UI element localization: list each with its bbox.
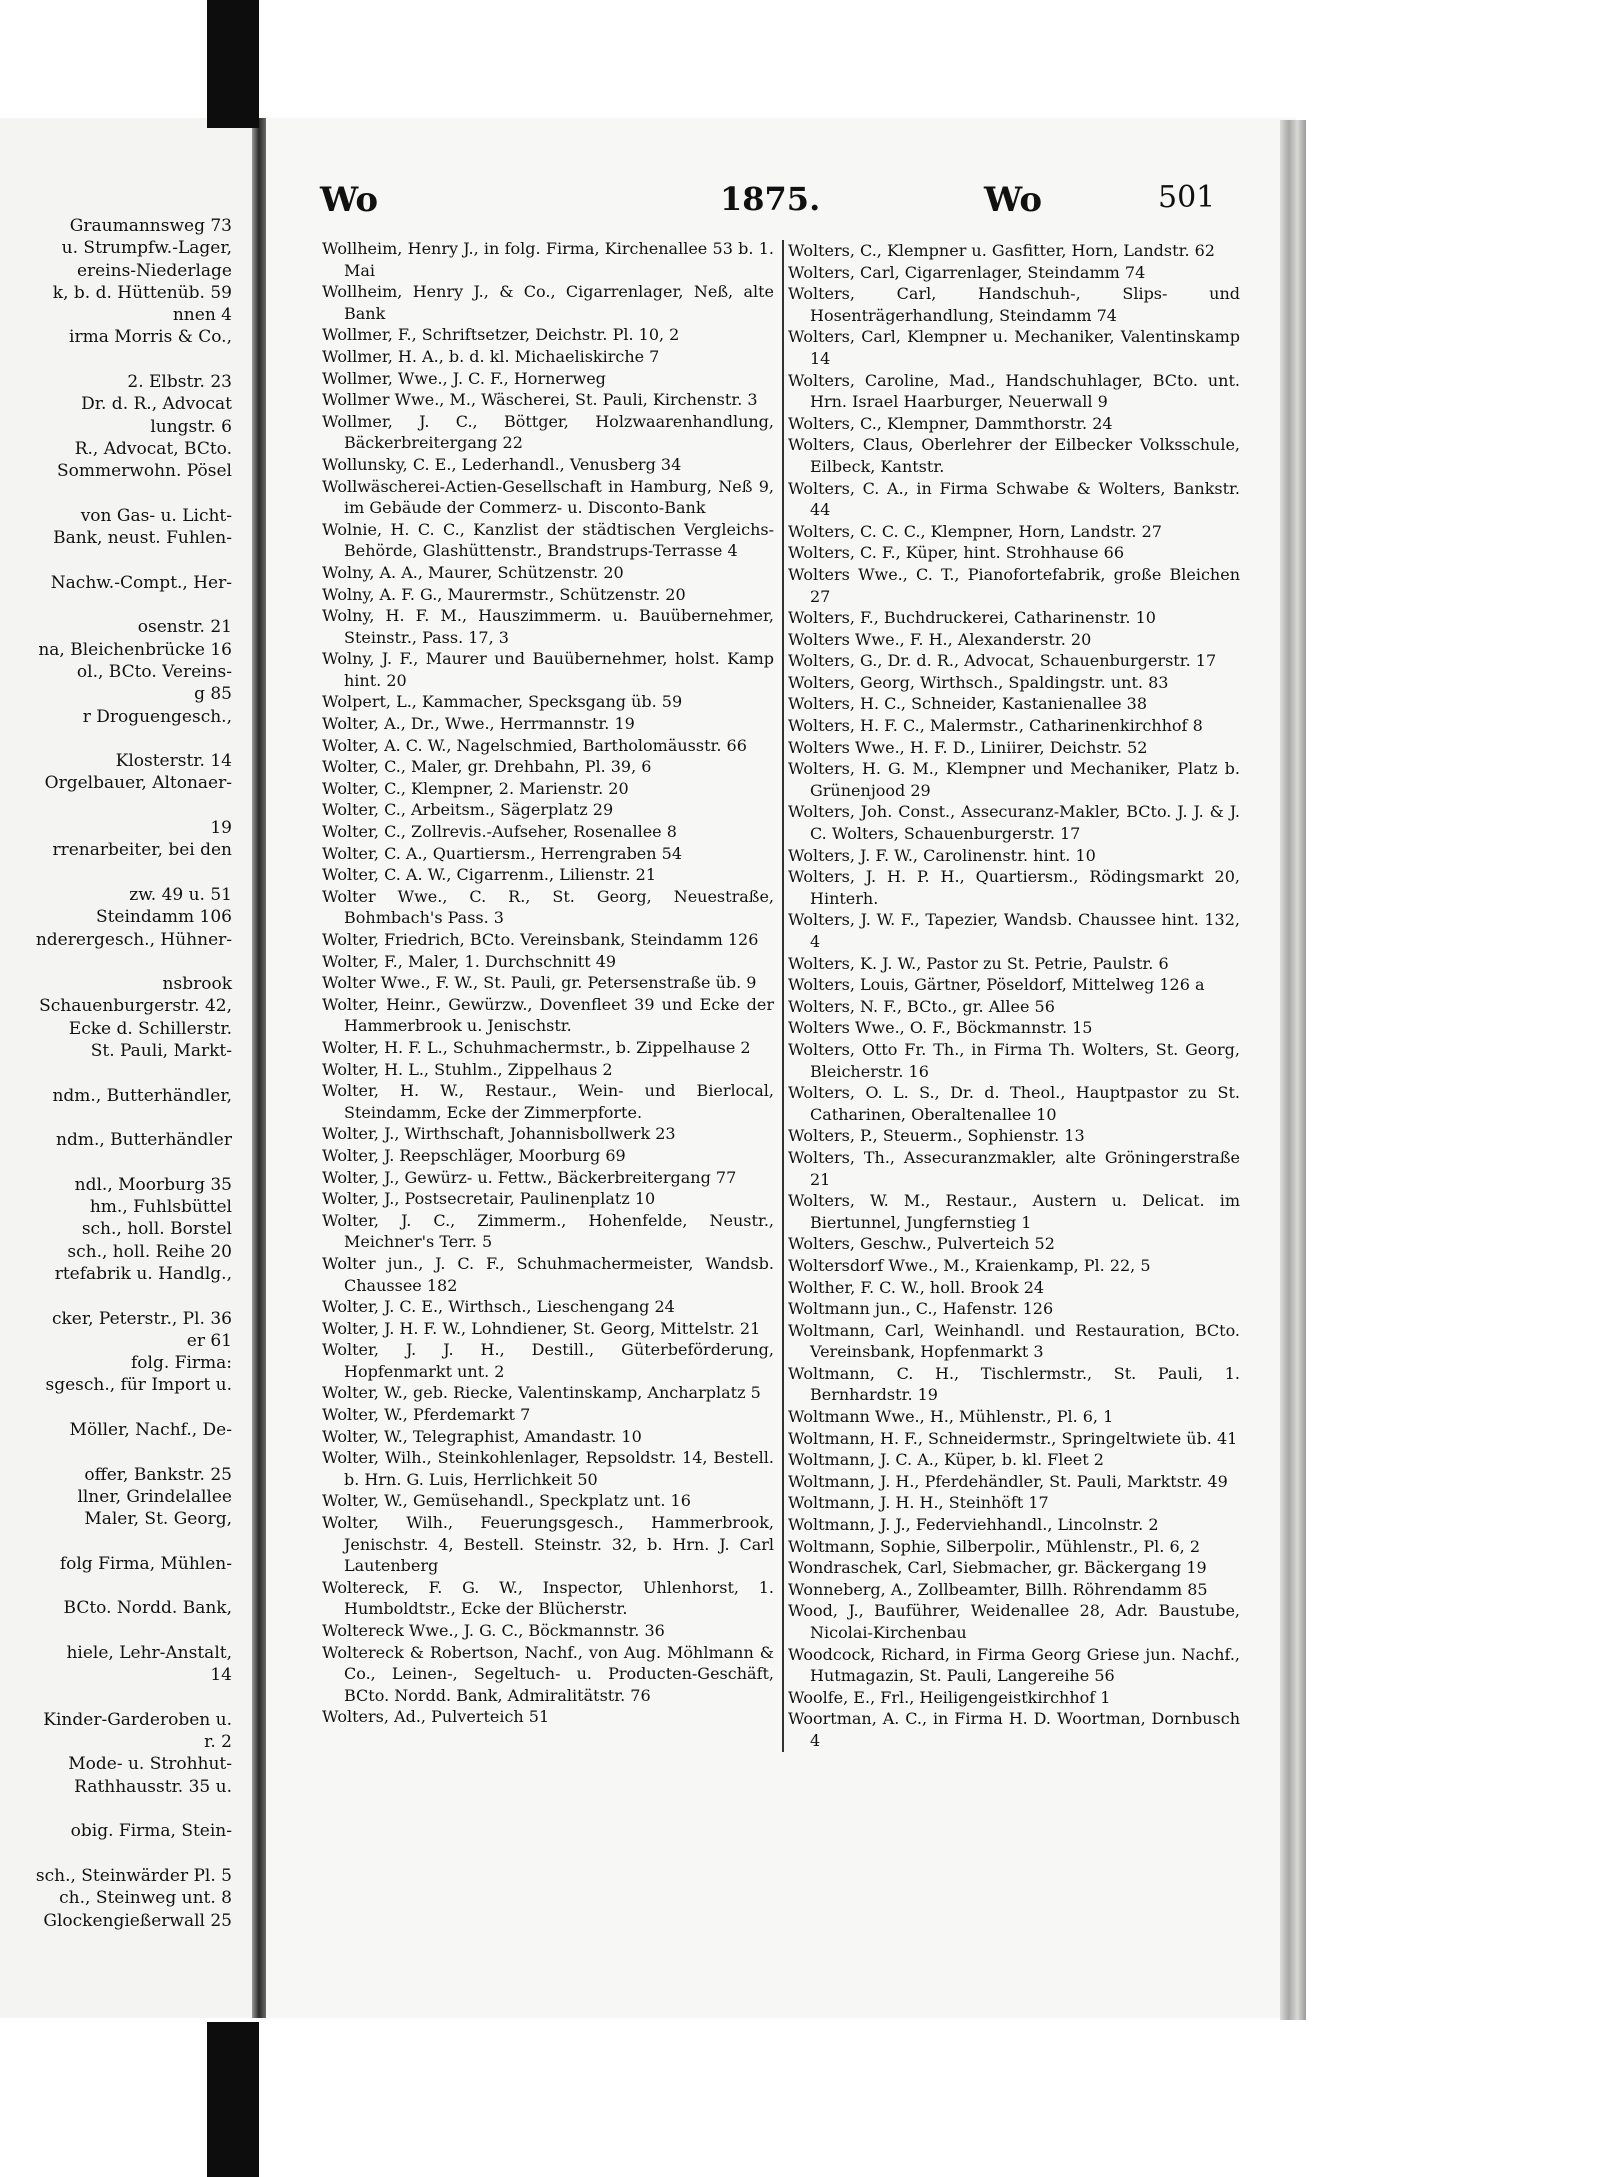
directory-entry: Wolters, Carl, Handschuh-, Slips- und Hosenträgerhandlung, Steindamm 74: [788, 284, 1240, 325]
left-fragment-line: nderergesch., Hühner-: [35, 929, 232, 950]
directory-entry: Wolter, J. C., Zimmerm., Hohenfelde, Neustr., Meichner's Terr. 5: [322, 1210, 774, 1252]
left-fragment-line: k, b. d. Hüttenüb. 59: [52, 282, 232, 303]
directory-entry: Woltereck Wwe., J. G. C., Böckmannstr. 36: [322, 1621, 665, 1640]
directory-entry: Wolter, Wilh., Steinkohlenlager, Repsoldstr. 14, Bestell. b. Hrn. G. Luis, Herrlichkeit 50: [322, 1448, 774, 1489]
left-fragment-line: Graumannsweg 73: [69, 216, 232, 236]
directory-entry: Wolter, C., Klempner, 2. Marienstr. 20: [322, 778, 629, 798]
directory-entry: Wollmer Wwe., M., Wäscherei, St. Pauli, Kirchenstr. 3: [322, 390, 758, 410]
left-fragment-line: Orgelbauer, Altonaer-: [44, 773, 232, 794]
left-fragment-line: sch., holl. Reihe 20: [67, 1241, 232, 1262]
directory-entry: Woltmann, Sophie, Silberpolir., Mühlenstr., Pl. 6, 2: [788, 1536, 1200, 1556]
directory-entry: Wolters, Th., Assecuranzmakler, alte Gröningerstraße 21: [788, 1147, 1240, 1189]
directory-entry: Wolters Wwe., F. H., Alexanderstr. 20: [788, 629, 1092, 649]
left-fragment-line: na, Bleichenbrücke 16: [38, 639, 232, 660]
left-fragment-line: 14: [210, 1665, 232, 1686]
left-fragment-line: folg. Firma:: [131, 1353, 232, 1374]
directory-entry: Wolter, J. Reepschläger, Moorburg 69: [322, 1145, 626, 1165]
left-fragment-line: Maler, St. Georg,: [84, 1509, 232, 1530]
left-fragment-line: Kinder-Garderoben u.: [43, 1709, 232, 1730]
left-fragment-line: [0, 951, 232, 973]
left-fragment-line: folg Firma, Mühlen-: [59, 1553, 232, 1574]
directory-entry: Wolpert, L., Kammacher, Specksgang üb. 59: [322, 692, 683, 712]
directory-entry: Wollwäscherei-Actien-Gesellschaft in Hamburg, Neß 9, im Gebäude der Commerz- u. Disconto-Bank: [322, 476, 774, 518]
directory-entry: Wolter, H. L., Stuhlm., Zippelhaus 2: [322, 1059, 613, 1079]
directory-entry: Wolter, C., Maler, gr. Drehbahn, Pl. 39, 6: [322, 757, 652, 777]
left-fragment-line: ch., Steinweg unt. 8: [59, 1888, 232, 1909]
left-fragment-line: [0, 549, 232, 571]
directory-entry: Wolters Wwe., H. F. D., Liniirer, Deichstr. 52: [788, 737, 1148, 757]
directory-entry: Wolter, H. F. L., Schuhmachermstr., b. Zippelhause 2: [322, 1037, 751, 1057]
directory-entry: Wolter Wwe., F. W., St. Pauli, gr. Petersenstraße üb. 9: [322, 973, 757, 993]
left-fragment-line: [0, 1441, 232, 1463]
directory-entry: Wolters, C., Klempner u. Gasfitter, Horn, Landstr. 62: [788, 241, 1215, 260]
left-fragment-line: [0, 728, 232, 750]
left-fragment-line: hm., Fuhlsbüttel: [89, 1197, 232, 1218]
left-fragment-line: irma Morris & Co.,: [69, 327, 232, 348]
directory-entry: Wollmer, H. A., b. d. kl. Michaeliskirche 7: [322, 346, 660, 366]
left-fragment-line: Schauenburgerstr. 42,: [39, 996, 232, 1017]
left-fragment-line: Mode- u. Strohhut-: [68, 1754, 232, 1775]
left-fragment-line: osenstr. 21: [137, 617, 232, 638]
left-fragment-line: [0, 1062, 232, 1084]
directory-entry: Wollmer, F., Schriftsetzer, Deichstr. Pl. 10, 2: [322, 325, 680, 345]
directory-entry: Woltmann, C. H., Tischlermstr., St. Pauli, 1. Bernhardstr. 19: [788, 1363, 1240, 1405]
directory-entry: Wolter, J., Wirthschaft, Johannisbollwerk 23: [322, 1124, 676, 1144]
year-heading: 1875.: [720, 180, 821, 218]
left-fragment-line: Sommerwohn. Pösel: [56, 461, 232, 482]
left-fragment-line: 2. Elbstr. 23: [127, 372, 232, 393]
directory-entry: Wolters, Otto Fr. Th., in Firma Th. Wolters, St. Georg, Bleicherstr. 16: [788, 1039, 1240, 1081]
directory-entry: Wolter, A., Dr., Wwe., Herrmannstr. 19: [322, 714, 635, 734]
directory-entry: Wonneberg, A., Zollbeamter, Billh. Röhrendamm 85: [788, 1579, 1208, 1599]
left-fragment-line: [0, 1687, 232, 1709]
left-fragment-line: [0, 1397, 232, 1419]
directory-entry: Wolters, J. W. F., Tapezier, Wandsb. Chaussee hint. 132, 4: [788, 910, 1240, 951]
directory-entry: Wondraschek, Carl, Siebmacher, gr. Bäckergang 19: [788, 1558, 1207, 1578]
directory-entry: Wolters, C., Klempner, Dammthorstr. 24: [788, 413, 1113, 433]
directory-entry: Wolnie, H. C. C., Kanzlist der städtischen Vergleichs-Behörde, Glashüttenstr., Brandstrups-Terrasse 4: [322, 519, 774, 561]
directory-entry: Wolters, C. C. C., Klempner, Horn, Landstr. 27: [788, 521, 1162, 541]
left-fragment-line: Nachw.-Compt., Her-: [50, 572, 232, 593]
directory-entry: Wolny, A. F. G., Maurermstr., Schützenstr. 20: [322, 584, 686, 604]
directory-entry: Wolters, P., Steuerm., Sophienstr. 13: [788, 1126, 1085, 1146]
left-fragment-line: [0, 349, 232, 371]
directory-entry: Wolter, Wilh., Feuerungsgesch., Hammerbrook, Jenischstr. 4, Bestell. Steinstr. 32, b. Hrn. J. Carl Lautenberg: [322, 1513, 774, 1576]
directory-entry: Wolters, H. G. M., Klempner und Mechaniker, Platz b. Grünenjood 29: [788, 759, 1240, 800]
directory-entry: Wolter, Heinr., Gewürzw., Dovenfleet 39 und Ecke der Hammerbrook u. Jenischstr.: [322, 994, 774, 1036]
left-fragment-line: Ecke d. Schillerstr.: [68, 1018, 232, 1039]
left-fragment-line: er 61: [186, 1330, 232, 1351]
left-fragment-line: obig. Firma, Stein-: [70, 1821, 232, 1842]
left-fragment-line: ereins-Niederlage: [76, 260, 232, 281]
left-fragment-line: Möller, Nachf., De-: [69, 1420, 232, 1441]
directory-column-right: [782, 240, 1240, 1752]
left-fragment-line: ndm., Butterhändler: [56, 1130, 232, 1151]
directory-entry: Wollheim, Henry J., & Co., Cigarrenlager, Neß, alte Bank: [322, 282, 774, 323]
left-fragment-line: g 85: [194, 684, 232, 705]
directory-entry: Wolther, F. C. W., holl. Brook 24: [788, 1277, 1045, 1297]
left-fragment-line: cker, Peterstr., Pl. 36: [51, 1308, 232, 1329]
left-fragment-line: 19: [210, 818, 232, 839]
left-fragment-line: r Droguengesch.,: [82, 706, 232, 727]
directory-entry: Wolters, H. F. C., Malermstr., Catharinenkirchhof 8: [788, 716, 1203, 736]
left-catchword: Wo: [320, 180, 379, 220]
directory-entry: Wolters Wwe., C. T., Pianofortefabrik, große Bleichen 27: [788, 564, 1240, 606]
left-fragment-line: [0, 1151, 232, 1173]
directory-entry: Wolter, J. C. E., Wirthsch., Lieschengang 24: [322, 1297, 675, 1317]
directory-entry: Wollunsky, C. E., Lederhandl., Venusberg 34: [322, 454, 682, 474]
directory-entry: Woltmann, H. F., Schneidermstr., Springeltwiete üb. 41: [788, 1428, 1238, 1448]
directory-entry: Wollmer, J. C., Böttger, Holzwaarenhandlung, Bäckerbreitergang 22: [322, 411, 774, 453]
left-fragment-line: rrenarbeiter, bei den: [52, 840, 232, 861]
directory-entry: Wolters, G., Dr. d. R., Advocat, Schauenburgerstr. 17: [788, 651, 1217, 671]
directory-entry: Wolter, Friedrich, BCto. Vereinsbank, Steindamm 126: [322, 930, 759, 949]
directory-entry: Wolter, A. C. W., Nagelschmied, Bartholomäusstr. 66: [322, 735, 747, 755]
directory-entry: Wolters, Ad., Pulverteich 51: [322, 1707, 550, 1727]
directory-entry: Wolny, J. F., Maurer und Bauübernehmer, holst. Kamp hint. 20: [322, 649, 774, 690]
directory-entry: Wolters, Carl, Cigarrenlager, Steindamm 74: [788, 262, 1146, 282]
directory-entry: Wolters, Georg, Wirthsch., Spaldingstr. unt. 83: [788, 672, 1169, 692]
left-fragment-line: ol., BCto. Vereins-: [76, 661, 232, 682]
left-fragment-line: Glockengießerwall 25: [43, 1910, 232, 1931]
directory-entry: Wolters, J. F. W., Carolinenstr. hint. 10: [788, 845, 1096, 865]
scan-binding-strip-top: [207, 0, 259, 128]
left-fragment-line: [0, 1843, 232, 1865]
directory-entry: Wolny, A. A., Maurer, Schützenstr. 20: [322, 562, 624, 582]
directory-entry: Wolter, W., Pferdemarkt 7: [322, 1405, 531, 1425]
left-fragment-line: sch., Steinwärder Pl. 5: [35, 1865, 232, 1886]
directory-entry: Wolter jun., J. C. F., Schuhmachermeister, Wandsb. Chaussee 182: [322, 1253, 774, 1295]
directory-entry: Wolter, W., geb. Riecke, Valentinskamp, Ancharplatz 5: [322, 1383, 761, 1403]
directory-entry: Woortman, A. C., in Firma H. D. Woortman, Dornbusch 4: [788, 1709, 1240, 1750]
left-fragment-line: lungstr. 6: [150, 416, 232, 437]
directory-entry: Wolter, H. W., Restaur., Wein- und Bierlocal, Steindamm, Ecke der Zimmerpforte.: [322, 1081, 774, 1122]
directory-entry: Wolters, Joh. Const., Assecuranz-Makler, BCto. J. J. & J. C. Wolters, Schauenburgerstr. 17: [788, 802, 1240, 844]
directory-entry: Woltersdorf Wwe., M., Kraienkamp, Pl. 22, 5: [788, 1255, 1151, 1275]
left-fragment-line: [0, 1798, 232, 1820]
directory-entry: Wolter Wwe., C. R., St. Georg, Neuestraße, Bohmbach's Pass. 3: [322, 886, 774, 928]
directory-entry: Wolter, F., Maler, 1. Durchschnitt 49: [322, 951, 617, 971]
page-header: [320, 180, 1220, 226]
left-fragment-line: BCto. Nordd. Bank,: [63, 1598, 232, 1619]
left-fragment-line: sch., holl. Borstel: [81, 1219, 232, 1240]
left-fragment-line: [0, 1285, 232, 1307]
directory-column-left: [322, 238, 774, 1728]
left-fragment-line: von Gas- u. Licht-: [80, 505, 232, 526]
left-fragment-line: Rathhausstr. 35 u.: [74, 1776, 232, 1797]
left-fragment-line: [0, 594, 232, 616]
directory-entry: Wolter, J., Postsecretair, Paulinenplatz 10: [322, 1189, 656, 1209]
left-fragment-line: St. Pauli, Markt-: [90, 1040, 232, 1061]
left-fragment-line: rtefabrik u. Handlg.,: [54, 1263, 232, 1284]
directory-entry: Wolter, J. J. H., Destill., Güterbeförderung, Hopfenmarkt unt. 2: [322, 1340, 774, 1381]
left-fragment-line: nsbrook: [162, 974, 232, 995]
directory-entry: Woltereck, F. G. W., Inspector, Uhlenhorst, 1. Humboldtstr., Ecke der Blücherstr.: [322, 1577, 774, 1619]
left-fragment-line: [0, 1107, 232, 1129]
directory-entry: Wolters, Louis, Gärtner, Pöseldorf, Mittelweg 126 a: [788, 975, 1205, 995]
directory-entry: Wolters, W. M., Restaur., Austern u. Delicat. im Biertunnel, Jungfernstieg 1: [788, 1191, 1240, 1232]
left-fragment-line: [0, 483, 232, 505]
right-catchword: Wo: [984, 180, 1043, 220]
directory-entry: Wolters, K. J. W., Pastor zu St. Petrie, Paulstr. 6: [788, 953, 1169, 973]
directory-entry: Woltmann, J. J., Federviehhandl., Lincolnstr. 2: [788, 1515, 1159, 1535]
directory-entry: Wolter, C. A. W., Cigarrenm., Lilienstr. 21: [322, 865, 656, 885]
directory-entry: Woltmann jun., C., Hafenstr. 126: [788, 1299, 1054, 1319]
directory-entry: Wolters, Carl, Klempner u. Mechaniker, Valentinskamp 14: [788, 327, 1240, 368]
left-fragment-line: Dr. d. R., Advocat: [81, 394, 232, 415]
left-fragment-line: offer, Bankstr. 25: [84, 1464, 232, 1485]
directory-entry: Wolters, Caroline, Mad., Handschuhlager, BCto. unt. Hrn. Israel Haarburger, Neuerwall 9: [788, 370, 1240, 412]
directory-entry: Wolters, H. C., Schneider, Kastanienallee 38: [788, 694, 1148, 714]
page-number: 501: [1158, 180, 1216, 215]
directory-entry: Wolters, Claus, Oberlehrer der Eilbecker Volksschule, Eilbeck, Kantstr.: [788, 435, 1240, 476]
left-fragment-line: u. Strumpfw.-Lager,: [61, 238, 232, 259]
directory-entry: Woltmann, Carl, Weinhandl. und Restauration, BCto. Vereinsbank, Hopfenmarkt 3: [788, 1320, 1240, 1362]
left-fragment-line: [0, 862, 232, 884]
page-edge: [1280, 120, 1306, 2020]
left-fragment-line: Klosterstr. 14: [115, 751, 232, 772]
directory-entry: Wolters, C. F., Küper, hint. Strohhause 66: [788, 543, 1125, 563]
left-fragment-line: [0, 1531, 232, 1553]
directory-entry: Woltmann, J. H. H., Steinhöft 17: [788, 1493, 1049, 1513]
left-fragment-line: llner, Grindelallee: [77, 1486, 232, 1507]
left-fragment-line: zw. 49 u. 51: [129, 884, 232, 905]
directory-entry: Wolter, W., Telegraphist, Amandastr. 10: [322, 1426, 642, 1446]
directory-entry: Wolter, W., Gemüsehandl., Speckplatz unt. 16: [322, 1491, 691, 1511]
directory-entry: Wolter, J., Gewürz- u. Fettw., Bäckerbreitergang 77: [322, 1167, 737, 1187]
left-fragment-line: [0, 795, 232, 817]
directory-entry: Wood, J., Bauführer, Weidenallee 28, Adr. Baustube, Nicolai-Kirchenbau: [788, 1601, 1240, 1642]
directory-entry: Wolny, H. F. M., Hauszimmerm. u. Bauübernehmer, Steinstr., Pass. 17, 3: [322, 606, 774, 647]
left-fragment-line: r. 2: [204, 1732, 232, 1753]
directory-entry: Wollmer, Wwe., J. C. F., Hornerweg: [322, 368, 606, 388]
left-fragment-line: nnen 4: [172, 305, 232, 326]
directory-entry: Woltereck & Robertson, Nachf., von Aug. Möhlmann & Co., Leinen-, Segeltuch- u. Producten-Geschäft, BCto. Nordd. Bank, Admiralitätstr. 76: [322, 1642, 774, 1705]
directory-entry: Woodcock, Richard, in Firma Georg Griese jun. Nachf., Hutmagazin, St. Pauli, Langereihe 56: [788, 1644, 1240, 1686]
directory-entry: Wolters, Geschw., Pulverteich 52: [788, 1234, 1055, 1254]
left-fragment-line: Bank, neust. Fuhlen-: [53, 528, 232, 549]
left-fragment-line: hiele, Lehr-Anstalt,: [66, 1643, 232, 1663]
left-fragment-line: [0, 1620, 232, 1642]
directory-entry: Wolter, C., Arbeitsm., Sägerplatz 29: [322, 800, 614, 820]
left-fragment-line: sgesch., für Import u.: [45, 1375, 232, 1396]
directory-entry: Wolters, J. H. P. H., Quartiersm., Rödingsmarkt 20, Hinterh.: [788, 867, 1240, 908]
directory-entry: Woltmann Wwe., H., Mühlenstr., Pl. 6, 1: [788, 1407, 1114, 1427]
left-fragment-line: ndl., Moorburg 35: [74, 1174, 232, 1195]
left-fragment-line: R., Advocat, BCto.: [74, 438, 232, 459]
directory-entry: Wolters, C. A., in Firma Schwabe & Wolters, Bankstr. 44: [788, 478, 1240, 520]
left-page-text-fragments: [0, 215, 232, 1932]
directory-entry: Wolters, F., Buchdruckerei, Catharinenstr. 10: [788, 608, 1156, 628]
directory-entry: Wollheim, Henry J., in folg. Firma, Kirchenallee 53 b. 1. Mai: [322, 239, 774, 280]
scan-binding-strip-bottom: [207, 2022, 259, 2177]
left-fragment-line: ndm., Butterhändler,: [52, 1085, 232, 1106]
directory-entry: Wolters Wwe., O. F., Böckmannstr. 15: [788, 1018, 1093, 1038]
directory-entry: Wolter, C. A., Quartiersm., Herrengraben 54: [322, 843, 683, 863]
directory-entry: Wolter, J. H. F. W., Lohndiener, St. Georg, Mittelstr. 21: [322, 1318, 761, 1338]
directory-entry: Woltmann, J. C. A., Küper, b. kl. Fleet 2: [788, 1450, 1104, 1470]
directory-entry: Wolter, C., Zollrevis.-Aufseher, Rosenallee 8: [322, 822, 677, 842]
directory-entry: Wolters, N. F., BCto., gr. Allee 56: [788, 996, 1055, 1016]
left-fragment-line: Steindamm 106: [95, 907, 232, 928]
book-gutter: [252, 118, 266, 2018]
directory-entry: Woltmann, J. H., Pferdehändler, St. Pauli, Marktstr. 49: [788, 1471, 1228, 1491]
left-fragment-line: [0, 1575, 232, 1597]
directory-entry: Woolfe, E., Frl., Heiligengeistkirchhof 1: [788, 1687, 1111, 1707]
directory-entry: Wolters, O. L. S., Dr. d. Theol., Hauptpastor zu St. Catharinen, Oberaltenallee 10: [788, 1083, 1240, 1124]
